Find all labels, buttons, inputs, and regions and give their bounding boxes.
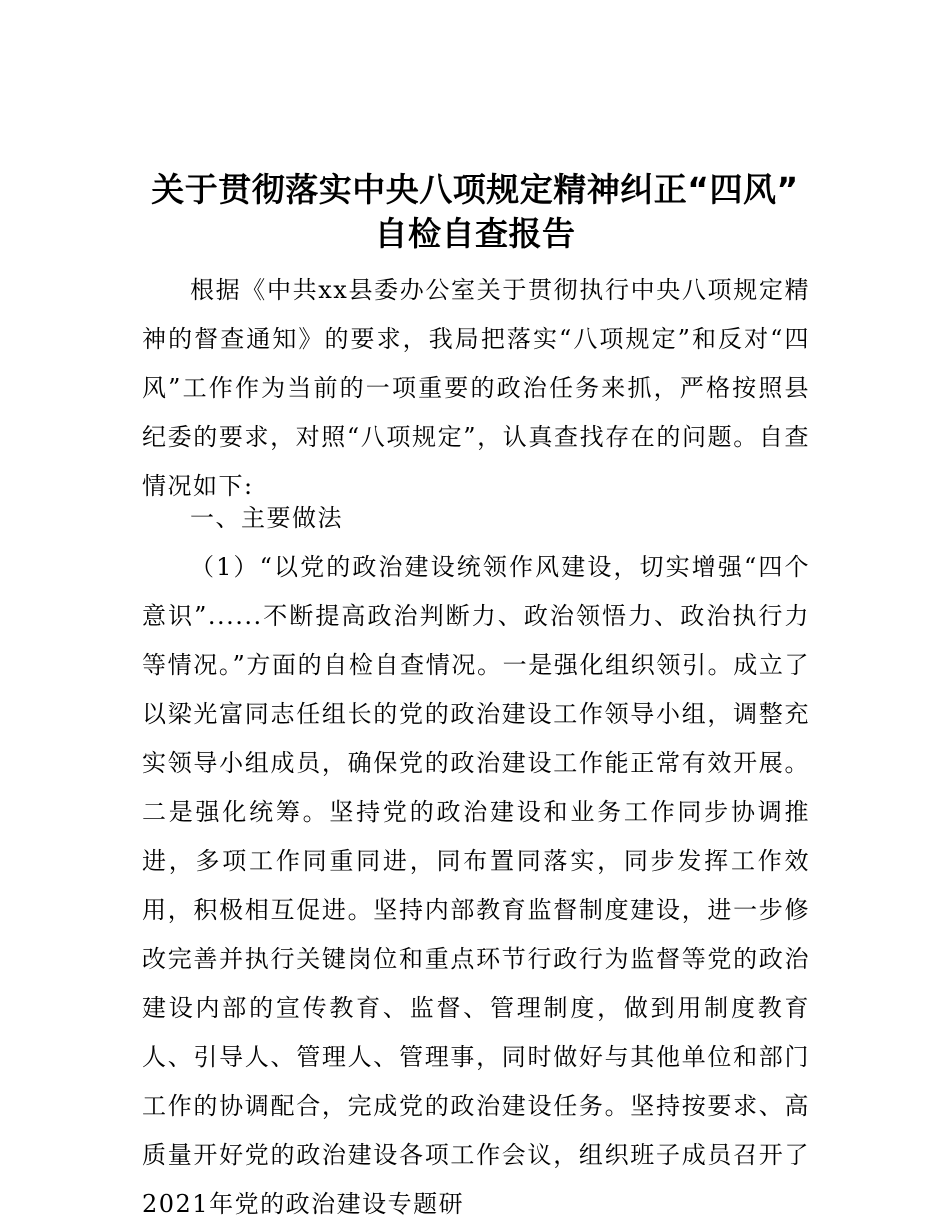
- document-title-line1: 关于贯彻落实中央八项规定精神纠正“四风”: [151, 170, 799, 209]
- document-title-line2: 自检自查报告: [374, 214, 576, 253]
- intro-paragraph: 根据《中共xx县委办公室关于贯彻执行中央八项规定精神的督查通知》的要求，我局把落实“八项规定”和反对“四风”工作作为当前的一项重要的政治任务来抓，严格按照县纪委的要求，对照“八项规定”，认真查找存在的问题。自查情况如下:: [142, 276, 810, 500]
- section-heading-main-practices: 一、主要做法: [190, 504, 343, 532]
- section-paragraph-1: （1）“以党的政治建设统领作风建设，切实增强“四个意识”......不断提高政治判断力、政治领悟力、政治执行力等情况。”方面的自检自查情况。一是强化组织领引。成立了以梁光富同志任组长的党的政治建设工作领导小组，调整充实领导小组成员，确保党的政治建设工作能正常有效开展。二是强化统筹。坚持党的政治建设和业务工作同步协调推进，多项工作同重同进，同布置同落实，同步发挥工作效用，积极相互促进。坚持内部教育监督制度建设，进一步修改完善并执行关键岗位和重点环节行政行为监督等党的政治建设内部的宣传教育、监督、管理制度，做到用制度教育人、引导人、管理人、管理事，同时做好与其他单位和部门工作的协调配合，完成党的政治建设任务。坚持按要求、高质量开好党的政治建设各项工作会议，组织班子成员召开了2021年党的政治建设专题研: [142, 553, 810, 1218]
